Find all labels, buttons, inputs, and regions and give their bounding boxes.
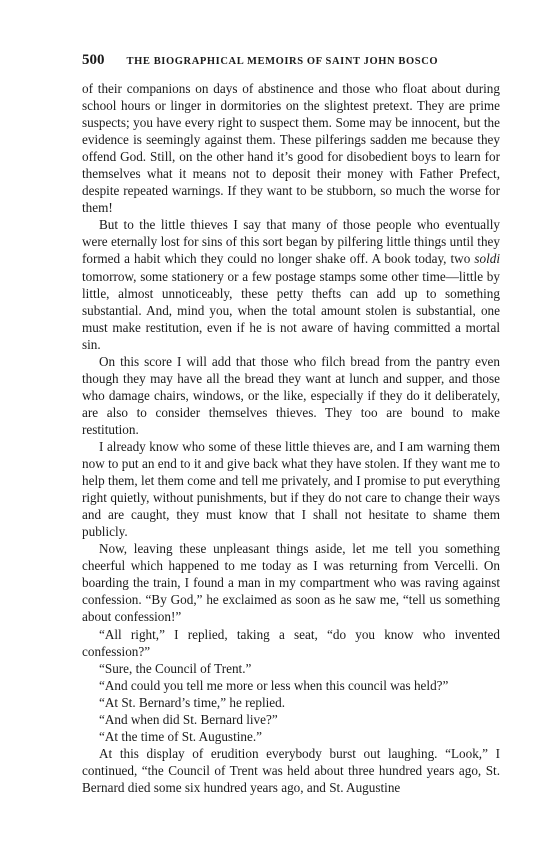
page-number: 500: [82, 52, 105, 68]
text-run: “All right,” I replied, taking a seat, “do you know who invented confession?”: [82, 626, 500, 659]
text-run: “At St. Bernard’s time,” he replied.: [99, 694, 286, 710]
paragraph: [82, 353, 500, 438]
paragraph: [82, 216, 500, 352]
text-run: of their companions on days of abstinence and those who float about during school hours or linger in dormitories on the slightest pretext. They are prime suspects; you have every right to suspect them. Some may be innocent, but the evidence is seemingly against them. These pilferings sadden me because they offend God. Still, on the other hand it’s good for disobedient boys to learn for themselves what it means not to deposit their money with Father Prefect, despite repeated warnings. If they want to be stubborn, so much the worse for them!: [82, 81, 500, 216]
body-text: [82, 80, 500, 796]
text-run: tomorrow, some stationery or a few postage stamps some other time—little by little, almost unnoticeably, these petty thefts can add up to something substantial. And, mind you, when the total amount stolen is substantial, one must make restitution, even if he is not aware of having committed a mortal sin.: [82, 268, 500, 352]
paragraph: [82, 745, 500, 796]
paragraph: [82, 660, 500, 677]
text-run: “And when did St. Bernard live?”: [99, 711, 278, 727]
paragraph: [82, 728, 500, 745]
text-run: At this display of erudition everybody burst out laughing. “Look,” I continued, “the Council of Trent was held about three hundred years ago, St. Bernard died some six hundred years ago, and St. Augustine: [82, 745, 500, 795]
paragraph: [82, 626, 500, 660]
running-head: THE BIOGRAPHICAL MEMOIRS OF SAINT JOHN BOSCO: [126, 56, 439, 67]
text-run: “Sure, the Council of Trent.”: [99, 660, 252, 676]
paragraph: [82, 711, 500, 728]
text-run: Now, leaving these unpleasant things aside, let me tell you something cheerful which happened to me today as I was returning from Vercelli. On boarding the train, I found a man in my compartment who was raving against confession. “By God,” he exclaimed as soon as he saw me, “tell us something about confession!”: [82, 541, 500, 625]
book-page: [82, 52, 500, 796]
paragraph: [82, 438, 500, 540]
paragraph: [82, 694, 500, 711]
italic-text: soldi: [474, 251, 500, 267]
text-run: On this score I will add that those who filch bread from the pantry even though they may have all the bread they want at lunch and supper, and those who damage chairs, windows, or the like, especially if they do it deliberately, are also to consider themselves thieves. They too are bound to make restitution.: [82, 353, 500, 437]
text-run: “And could you tell me more or less when this council was held?”: [99, 677, 449, 693]
text-run: But to the little thieves I say that many of those people who eventually were eternally lost for sins of this sort began by pilfering little things until they formed a habit which they could no longer shake off. A book today, two: [82, 217, 500, 267]
page-header: [82, 52, 500, 74]
text-run: I already know who some of these little thieves are, and I am warning them now to put an end to it and give back what they have stolen. If they want me to help them, let them come and tell me privately, and I promise to put everything right quietly, without punishments, but if they do not care to change their ways and are caught, they must know that I shall not hesitate to shame them publicly.: [82, 438, 500, 540]
text-run: “At the time of St. Augustine.”: [99, 728, 262, 744]
paragraph: [82, 540, 500, 625]
paragraph: [82, 80, 500, 216]
paragraph: [82, 677, 500, 694]
